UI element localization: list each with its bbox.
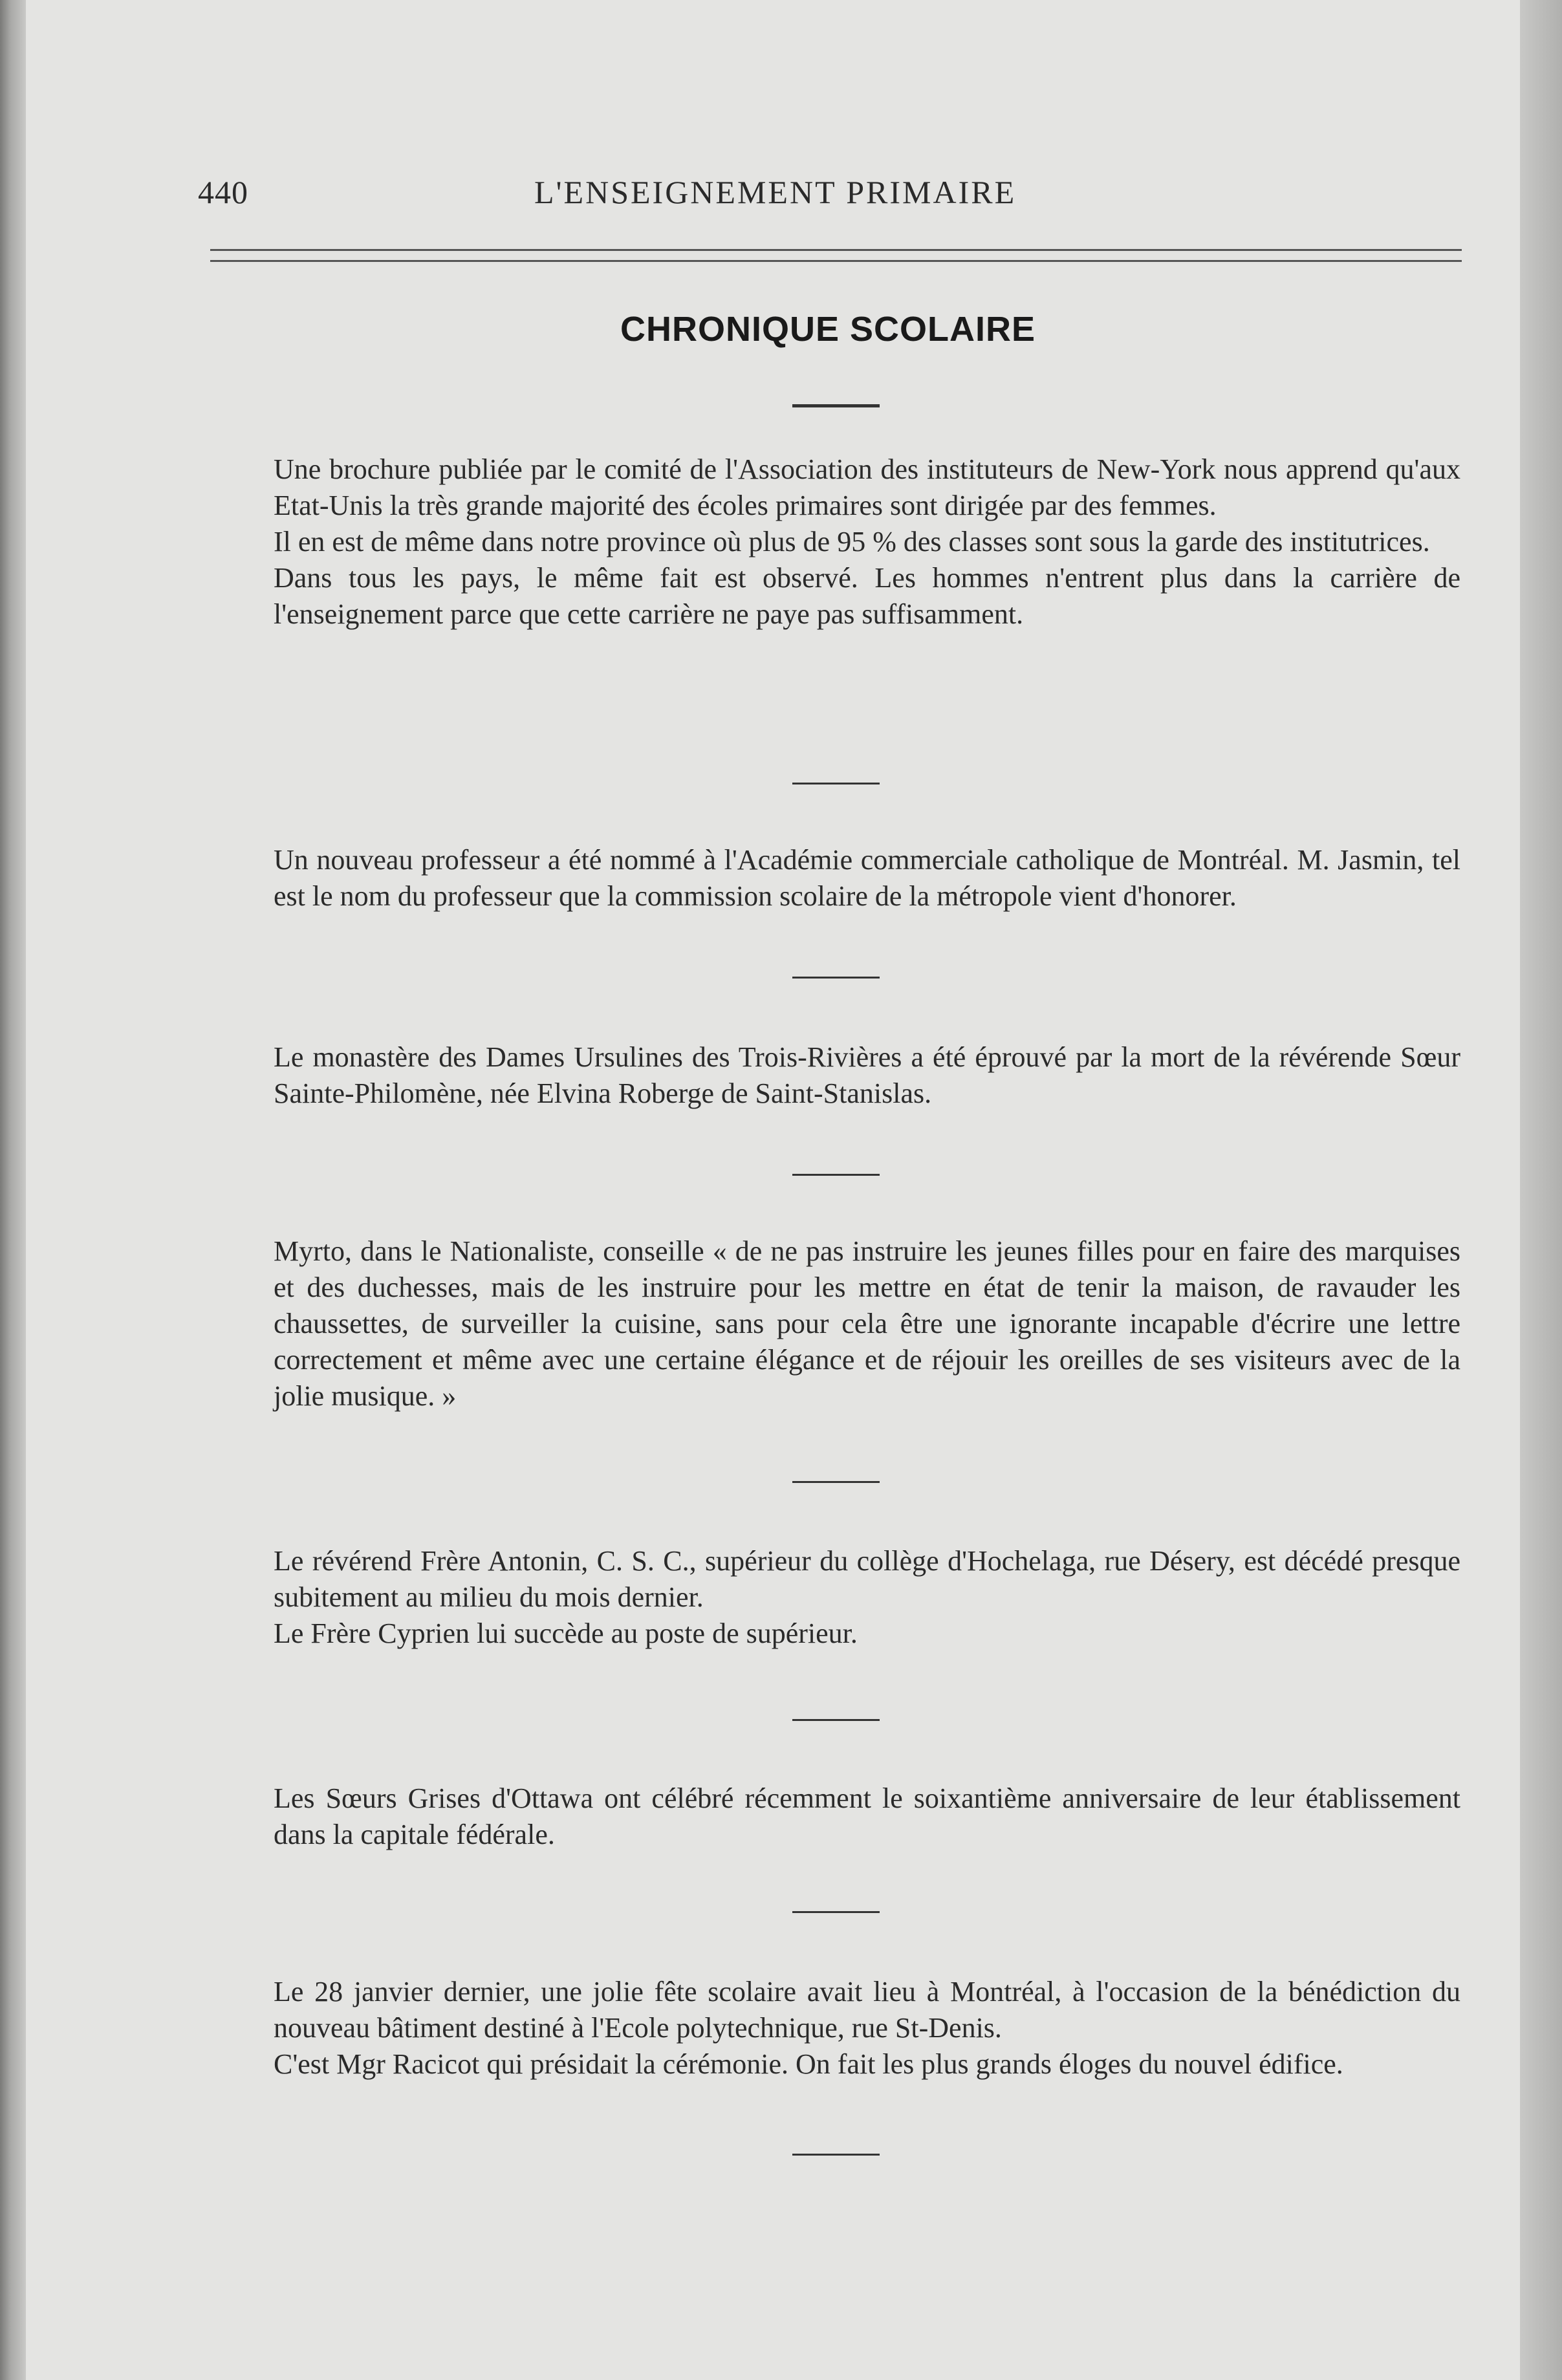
paragraph: Le révérend Frère Antonin, C. S. C., supérieur du collège d'Hochelaga, rue Désery, est décédé presque subitement au milieu du mois dernier. [274,1545,1460,1613]
paragraph: Myrto, dans le Nationaliste, conseille « de ne pas instruire les jeunes filles pour en faire des marquises et des duchesses, mais de les instruire pour les mettre en état de tenir la maison, de ravauder les chaussettes, de surveiller la cuisine, sans pour cela être une ignorante incapable d'écrire une lettre correctement et même avec une certaine élégance et de réjouir les oreilles de ses visiteurs avec de la jolie musique. » [274,1235,1460,1412]
item-separator [792,783,880,784]
binding-edge [0,0,26,2380]
paragraph: Une brochure publiée par le comité de l'Association des instituteurs de New-York nous apprend qu'aux Etat-Unis la très grande majorité des écoles primaires sont dirigée par des femmes. [274,453,1460,521]
paragraph: Dans tous les pays, le même fait est observé. Les hommes n'entrent plus dans la carrière de l'enseignement parce que cette carrière ne paye pas suffisamment. [274,562,1460,630]
paragraph: Les Sœurs Grises d'Ottawa ont célébré récemment le soixantième anniversaire de leur établissement dans la capitale fédérale. [274,1782,1460,1850]
news-item-polytechnique [206,1974,1460,2082]
item-separator [792,1911,880,1913]
paragraph: C'est Mgr Racicot qui présidait la cérémonie. On fait les plus grands éloges du nouvel édifice. [274,2048,1343,2080]
paragraph: Un nouveau professeur a été nommé à l'Académie commerciale catholique de Montréal. M. Jasmin, tel est le nom du professeur que la commission scolaire de la métropole vient d'honorer. [274,844,1460,912]
news-item-brochure [206,451,1460,633]
header-double-rule [210,249,1462,262]
item-separator [792,1719,880,1721]
journal-title: L'ENSEIGNEMENT PRIMAIRE [534,174,1017,210]
running-head [198,173,1466,219]
news-item-ursulines [206,1039,1460,1112]
news-item-myrto [206,1233,1460,1414]
item-separator [792,1481,880,1483]
news-item-new-professor [206,842,1460,914]
paragraph: Il en est de même dans notre province où plus de 95 % des classes sont sous la garde des institutrices. [274,526,1430,557]
paragraph: Le monastère des Dames Ursulines des Trois-Rivières a été éprouvé par la mort de la révérende Sœur Sainte-Philomène, née Elvina Roberge de Saint-Stanislas. [274,1041,1460,1109]
title-separator [792,404,880,407]
paragraph: Le 28 janvier dernier, une jolie fête scolaire avait lieu à Montréal, à l'occasion de la bénédiction du nouveau bâtiment destiné à l'Ecole polytechnique, rue St-Denis. [274,1976,1460,2044]
item-separator [792,1174,880,1176]
item-separator [792,977,880,979]
section-title: CHRONIQUE SCOLAIRE [620,310,1036,349]
item-separator [792,2154,880,2156]
page-number: 440 [198,174,248,210]
news-item-frere-antonin [206,1543,1460,1652]
page-edge [1520,0,1562,2380]
paragraph: Le Frère Cyprien lui succède au poste de supérieur. [274,1617,858,1649]
news-item-soeurs-grises [206,1780,1460,1853]
